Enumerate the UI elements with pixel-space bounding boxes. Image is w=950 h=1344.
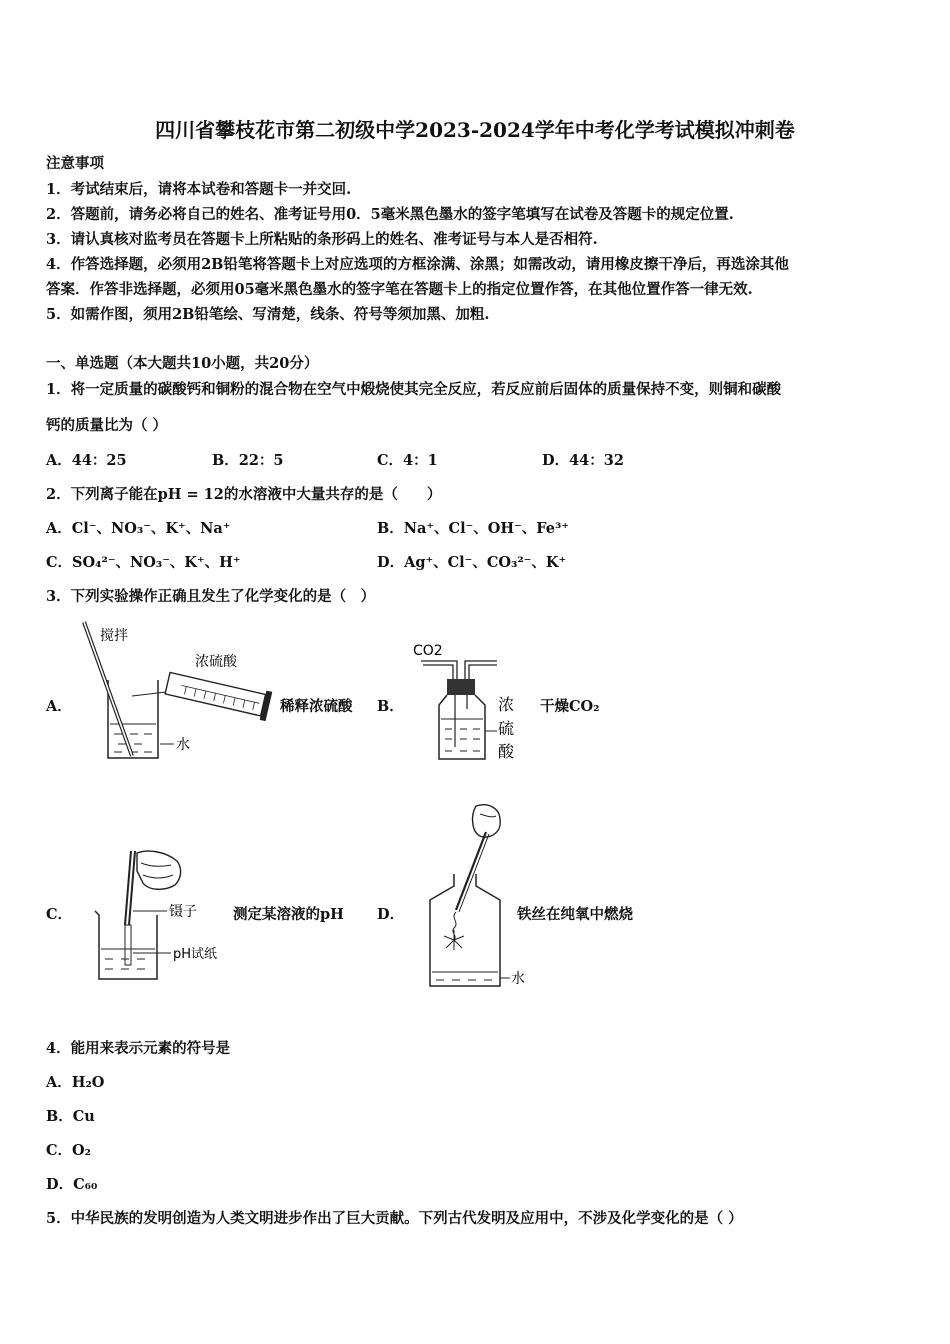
q3-option-b-caption: 干燥CO₂ [540,698,600,715]
q3-option-c-caption: 测定某溶液的pH [233,906,344,923]
label-water: 水 [176,737,190,753]
label-acid-1: 浓 [498,695,515,714]
q3-stem: 3．下列实验操作正确且发生了化学变化的是（ ） [46,588,376,605]
q3-option-b-letter[interactable]: B． [377,698,404,715]
q5-stem: 5．中华民族的发明创造为人类文明进步作出了巨大贡献。下列古代发明及应用中，不涉及化学变化的是（ ） [46,1210,743,1227]
q4-option-c[interactable]: C．O₂ [46,1142,92,1159]
label-tweezers: 镊子 [169,904,197,920]
label-water-d: 水 [511,971,525,987]
q3-option-d-letter[interactable]: D． [377,906,405,923]
notice-item: 2．答题前，请务必将自己的姓名、准考证号用0．5毫米黑色墨水的签字笔填写在试卷及答题卡的规定位置. [46,206,734,223]
label-ph-paper: pH试纸 [173,947,218,962]
label-acid-3: 酸 [498,742,515,761]
ph-test-figure [85,845,235,985]
dry-co2-figure [405,635,535,765]
label-co2: CO2 [413,643,443,659]
q1-option-a[interactable]: A．44：25 [46,452,127,469]
section-heading: 一、单选题（本大题共10小题，共20分） [46,355,319,372]
q2-option-b[interactable]: B．Na⁺、Cl⁻、OH⁻、Fe³⁺ [377,520,569,537]
iron-burning-figure [420,800,525,995]
q2-option-a[interactable]: A．Cl⁻、NO₃⁻、K⁺、Na⁺ [46,520,231,537]
notice-item: 4．作答选择题，必须用2B铅笔将答题卡上对应选项的方框涂满、涂黑；如需改动，请用橡皮擦干净后，再选涂其他 [46,256,789,273]
q3-option-a-letter[interactable]: A． [46,698,72,715]
q2-option-d[interactable]: D．Ag⁺、Cl⁻、CO₃²⁻、K⁺ [377,554,567,571]
q4-stem: 4．能用来表示元素的符号是 [46,1040,231,1057]
q1-option-b[interactable]: B．22：5 [212,452,284,469]
notice-item: 1．考试结束后，请将本试卷和答题卡一并交回. [46,181,352,198]
dilute-acid-figure [70,620,280,770]
label-acid-2: 硫 [498,719,515,738]
q3-option-d-caption: 铁丝在纯氧中燃烧 [517,906,633,923]
q4-option-b[interactable]: B．Cu [46,1108,95,1125]
q1-stem-line2: 钙的质量比为（ ） [46,417,168,434]
q1-option-c[interactable]: C．4：1 [377,452,438,469]
notice-item: 答案．作答非选择题，必须用05毫米黑色墨水的签字笔在答题卡上的指定位置作答，在其他位置作答一律无效. [46,281,753,298]
q3-option-a-caption: 稀释浓硫酸 [280,698,353,715]
notice-item: 5．如需作图，须用2B铅笔绘、写清楚，线条、符号等须加黑、加粗. [46,306,490,323]
notice-item: 3．请认真核对监考员在答题卡上所粘贴的条形码上的姓名、准考证号与本人是否相符. [46,231,598,248]
q1-stem-line1: 1．将一定质量的碳酸钙和铜粉的混合物在空气中煅烧使其完全反应，若反应前后固体的质量保持不变，则铜和碳酸 [46,381,782,398]
q2-stem: 2．下列离子能在pH = 12的水溶液中大量共存的是（ ） [46,486,442,503]
exam-title: 四川省攀枝花市第二初级中学2023-2024学年中考化学考试模拟冲刺卷 [155,118,795,142]
q4-option-a[interactable]: A．H₂O [46,1074,105,1091]
notice-heading: 注意事项 [46,155,104,172]
q2-option-c[interactable]: C．SO₄²⁻、NO₃⁻、K⁺、H⁺ [46,554,241,571]
q4-option-d[interactable]: D．C₆₀ [46,1176,98,1193]
q3-option-c-letter[interactable]: C． [46,906,73,923]
q1-option-d[interactable]: D．44：32 [542,452,624,469]
label-stir: 搅拌 [100,628,128,644]
label-conc-acid: 浓硫酸 [195,654,237,670]
